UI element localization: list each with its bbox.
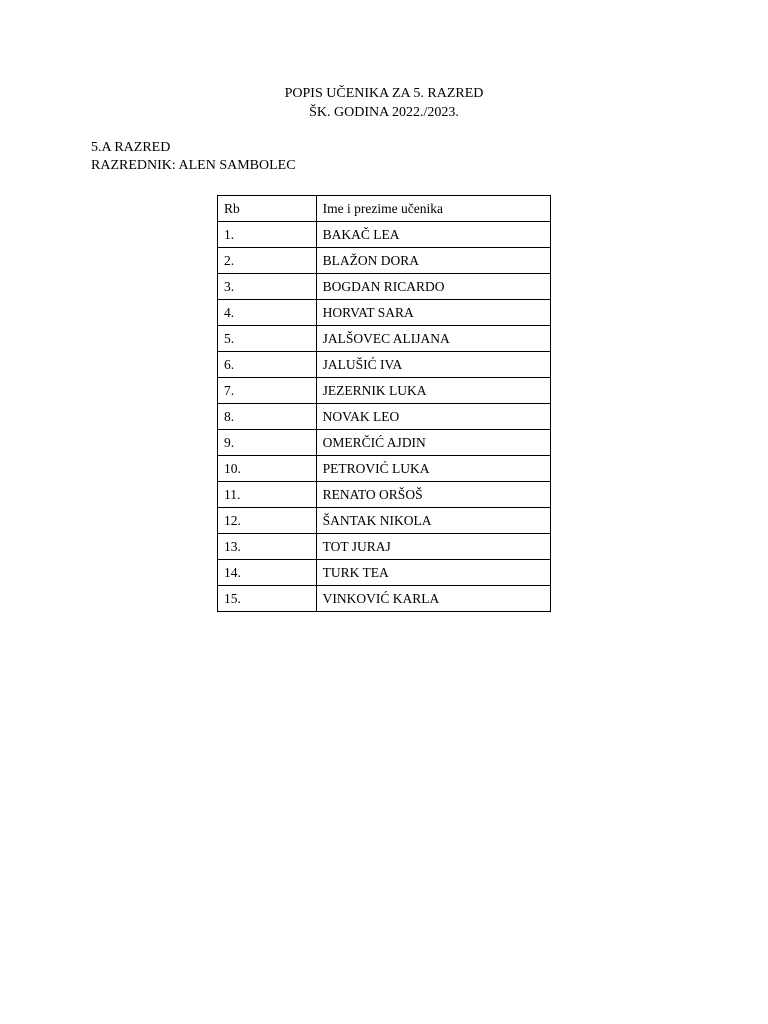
row-number: 5. xyxy=(218,326,317,352)
table-header-row xyxy=(218,196,551,222)
class-teacher: RAZREDNIK: ALEN SAMBOLEC xyxy=(91,158,296,173)
row-number: 8. xyxy=(218,404,317,430)
student-name: JALUŠIĆ IVA xyxy=(316,352,550,378)
student-name: BLAŽON DORA xyxy=(316,248,550,274)
table-row xyxy=(218,300,551,326)
row-number: 1. xyxy=(218,222,317,248)
row-number: 11. xyxy=(218,482,317,508)
student-table-body xyxy=(218,196,551,612)
table-row xyxy=(218,248,551,274)
row-number: 13. xyxy=(218,534,317,560)
table-row xyxy=(218,482,551,508)
table-row xyxy=(218,534,551,560)
row-number: 7. xyxy=(218,378,317,404)
table-row xyxy=(218,404,551,430)
row-number: 9. xyxy=(218,430,317,456)
student-name: ŠANTAK NIKOLA xyxy=(316,508,550,534)
school-year: ŠK. GODINA 2022./2023. xyxy=(309,105,459,120)
table-row xyxy=(218,508,551,534)
table-row xyxy=(218,222,551,248)
column-header-name: Ime i prezime učenika xyxy=(316,196,550,222)
student-name: RENATO ORŠOŠ xyxy=(316,482,550,508)
student-name: VINKOVIĆ KARLA xyxy=(316,586,550,612)
student-name: HORVAT SARA xyxy=(316,300,550,326)
student-table xyxy=(217,195,551,612)
table-row xyxy=(218,430,551,456)
row-number: 6. xyxy=(218,352,317,378)
column-header-rb: Rb xyxy=(218,196,317,222)
row-number: 12. xyxy=(218,508,317,534)
table-row xyxy=(218,456,551,482)
student-name: TOT JURAJ xyxy=(316,534,550,560)
table-row xyxy=(218,352,551,378)
row-number: 14. xyxy=(218,560,317,586)
student-name: NOVAK LEO xyxy=(316,404,550,430)
table-row xyxy=(218,560,551,586)
table-row xyxy=(218,378,551,404)
row-number: 15. xyxy=(218,586,317,612)
class-name: 5.A RAZRED xyxy=(91,140,171,155)
student-name: BOGDAN RICARDO xyxy=(316,274,550,300)
document-title: POPIS UČENIKA ZA 5. RAZRED xyxy=(284,86,484,101)
row-number: 10. xyxy=(218,456,317,482)
row-number: 3. xyxy=(218,274,317,300)
student-name: BAKAČ LEA xyxy=(316,222,550,248)
row-number: 2. xyxy=(218,248,317,274)
table-row xyxy=(218,326,551,352)
student-name: PETROVIĆ LUKA xyxy=(316,456,550,482)
student-name: JEZERNIK LUKA xyxy=(316,378,550,404)
table-row xyxy=(218,274,551,300)
table-row xyxy=(218,586,551,612)
student-name: OMERČIĆ AJDIN xyxy=(316,430,550,456)
student-name: JALŠOVEC ALIJANA xyxy=(316,326,550,352)
student-name: TURK TEA xyxy=(316,560,550,586)
row-number: 4. xyxy=(218,300,317,326)
